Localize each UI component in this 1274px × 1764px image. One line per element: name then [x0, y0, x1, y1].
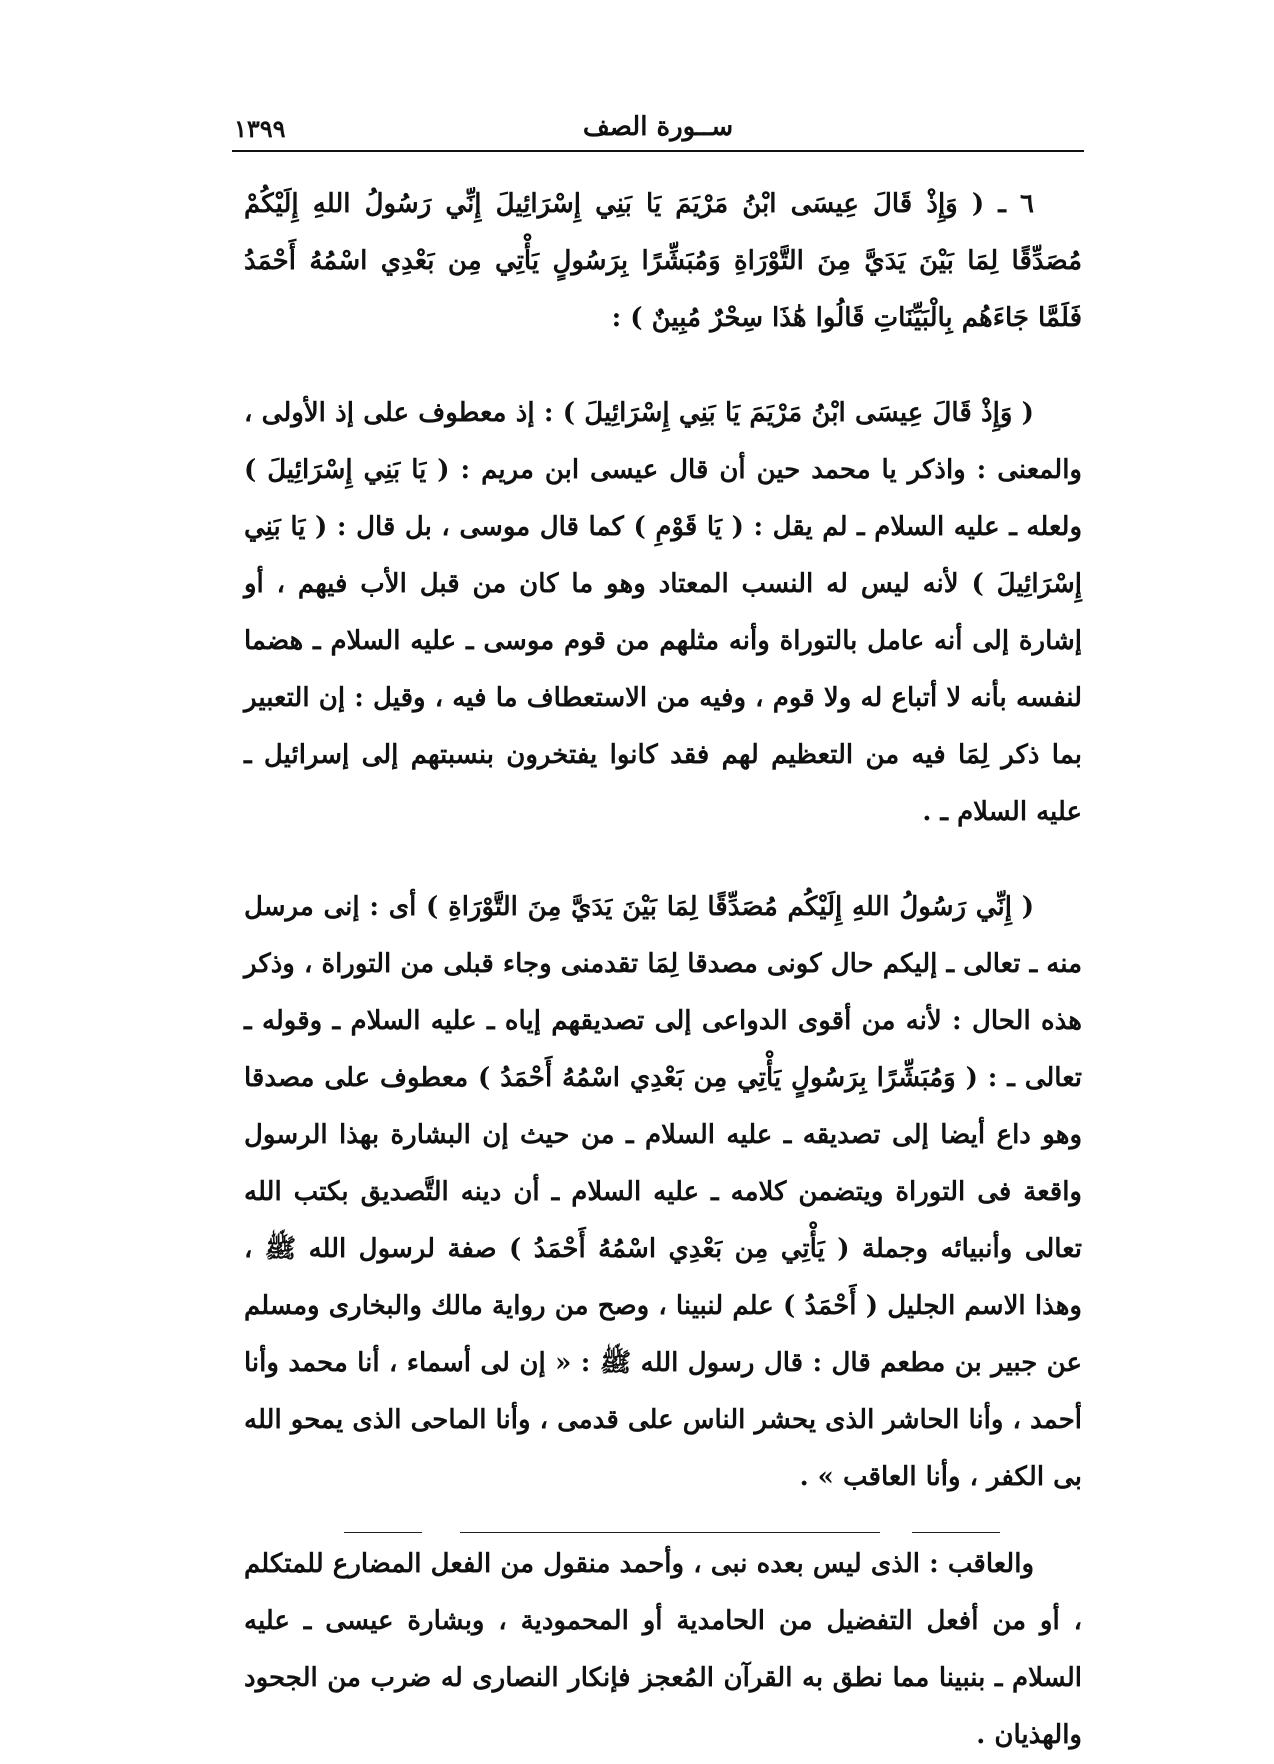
footer-rule [912, 1532, 1000, 1533]
commentary-paragraph: والعاقب : الذى ليس بعده نبى ، وأحمد منقول من الفعل المضارع للمتكلم ، أو من أفعل التفضيل من الحامدية أو المحمودية ، وبشارة عيسى ـ عليه السلام ـ بنبينا مما نطق به القرآن المُعجز فإنكار النصارى له ضرب من الجحود والهذيان . [244, 1549, 1082, 1750]
body-text [244, 176, 1082, 1764]
footer-rule [460, 1532, 880, 1533]
page-header [232, 108, 1084, 148]
page-number: ١٣٩٩ [234, 114, 286, 143]
commentary-paragraph: ( وَإِذْ قَالَ عِيسَى ابْنُ مَرْيَمَ يَا بَنِي إِسْرَائِيلَ ) : إذ معطوف على إذ الأولى ، والمعنى : واذكر يا محمد حين أن قال عيسى ابن مريم : ( يَا بَنِي إِسْرَائِيلَ ) ولعله ـ عليه السلام ـ لم يقل : ( يَا قَوْمِ ) كما قال موسى ، بل قال : ( يَا بَنِي إِسْرَائِيلَ ) لأنه ليس له النسب المعتاد وهو ما كان من قبل الأب فيهم ، أو إشارة إلى أنه عامل بالتوراة وأنه مثلهم من قوم موسى ـ عليه السلام ـ هضما لنفسه بأنه لا أتباع له ولا قوم ، وفيه من الاستعطاف ما فيه ، وقيل : إن التعبير بما ذكر لِمَا فيه من التعظيم لهم فقد كانوا يفتخرون بنسبتهم إلى إسرائيل ـ عليه السلام ـ . [244, 398, 1082, 827]
surah-title: ســورة الصف [582, 112, 734, 142]
paragraph-gap [244, 841, 1082, 879]
footer-rule [344, 1532, 422, 1533]
verse-paragraph: ٦ ـ ( وَإِذْ قَالَ عِيسَى ابْنُ مَرْيَمَ يَا بَنِي إِسْرَائِيلَ إِنِّي رَسُولُ اللهِ إِلَيْكُمْ مُصَدِّقًا لِمَا بَيْنَ يَدَيَّ مِنَ التَّوْرَاةِ وَمُبَشِّرًا بِرَسُولٍ يَأْتِي مِن بَعْدِي اسْمُهُ أَحْمَدُ فَلَمَّا جَاءَهُم بِالْبَيِّنَاتِ قَالُوا هَٰذَا سِحْرٌ مُبِينٌ ) : [244, 189, 1082, 333]
paragraph-gap [244, 347, 1082, 385]
commentary-paragraph: ( إِنِّي رَسُولُ اللهِ إِلَيْكُم مُصَدِّقًا لِمَا بَيْنَ يَدَيَّ مِنَ التَّوْرَاةِ ) أى : إنى مرسل منه ـ تعالى ـ إليكم حال كونى مصدقا لِمَا تقدمنى وجاء قبلى من التوراة ، وذكر هذه الحال : لأنه من أقوى الدواعى إلى تصديقهم إياه ـ عليه السلام ـ وقوله ـ تعالى ـ : ( وَمُبَشِّرًا بِرَسُولٍ يَأْتِي مِن بَعْدِي اسْمُهُ أَحْمَدُ ) معطوف على مصدقا وهو داع أيضا إلى تصديقه ـ عليه السلام ـ من حيث إن البشارة بهذا الرسول واقعة فى التوراة ويتضمن كلامه ـ عليه السلام ـ أن دينه التَّصديق بكتب الله تعالى وأنبيائه وجملة ( يَأْتِي مِن بَعْدِي اسْمُهُ أَحْمَدُ ) صفة لرسول الله ﷺ ، وهذا الاسم الجليل ( أَحْمَدُ ) علم لنبينا ، وصح من رواية مالك والبخارى ومسلم عن جبير بن مطعم قال : قال رسول الله ﷺ : « إن لى أسماء ، أنا محمد وأنا أحمد ، وأنا الحاشر الذى يحشر الناس على قدمى ، وأنا الماحى الذى يمحو الله بى الكفر ، وأنا العاقب » . [244, 892, 1082, 1492]
header-rule [232, 150, 1084, 152]
